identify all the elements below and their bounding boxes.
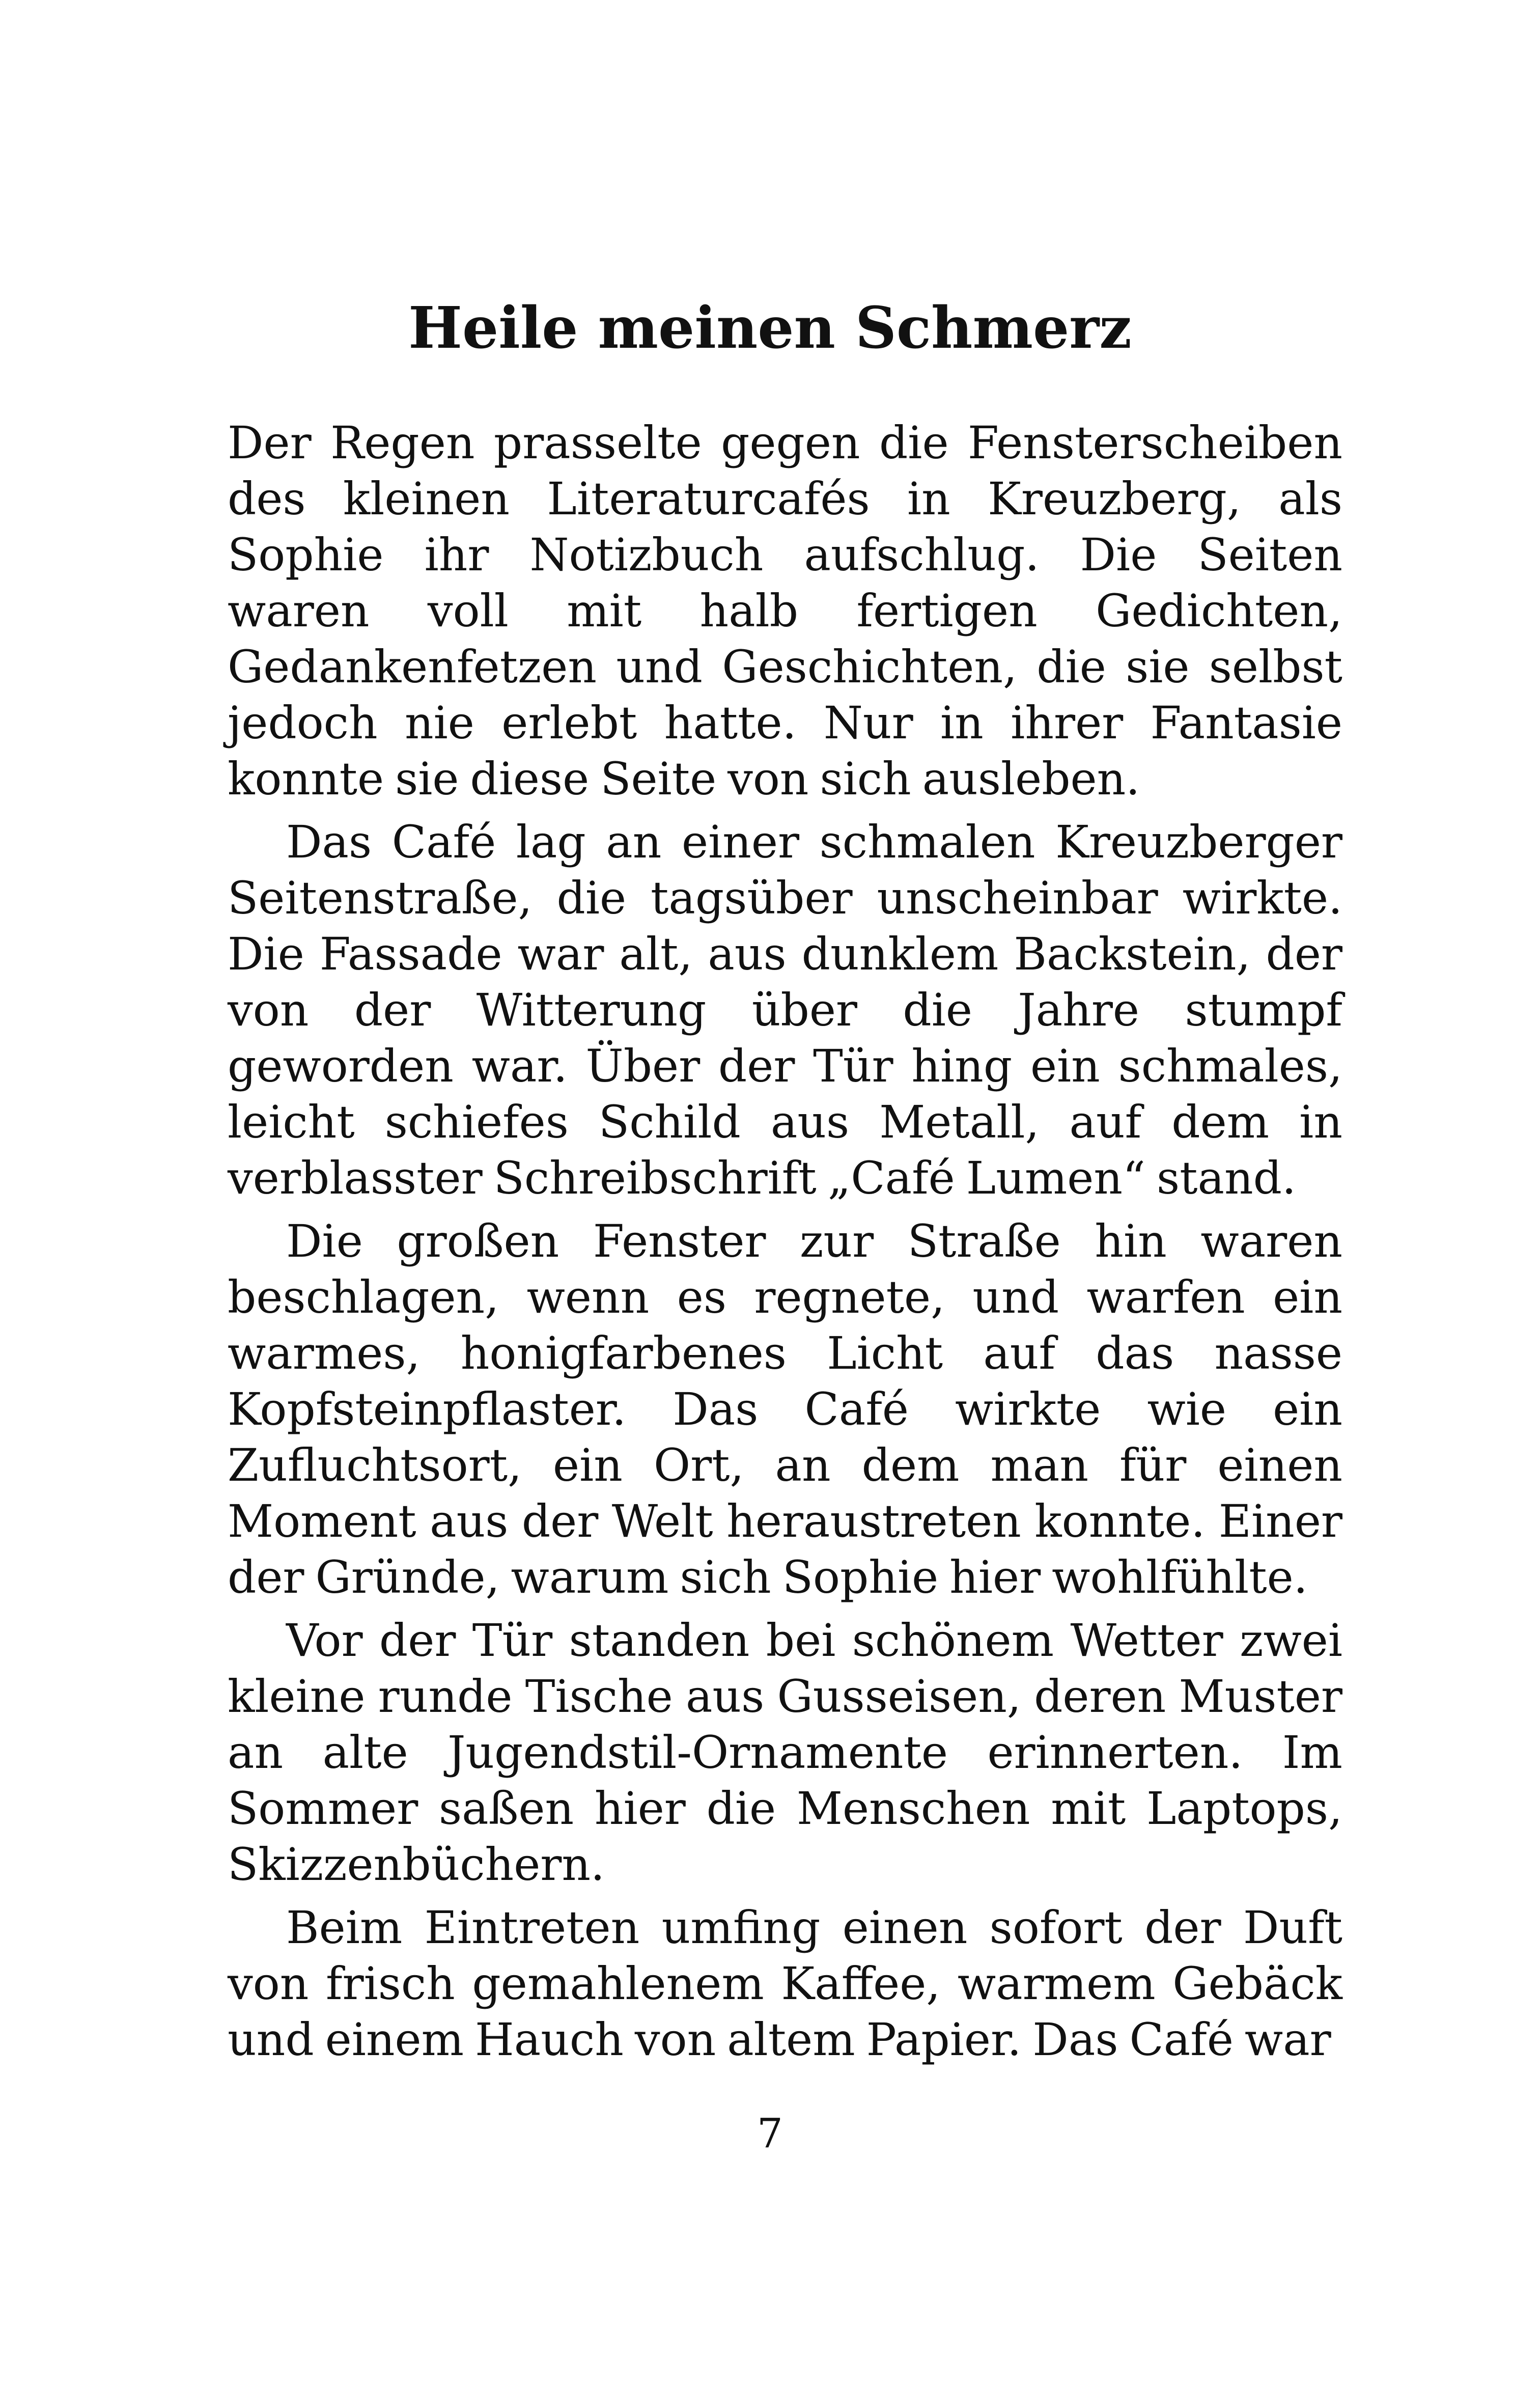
page-number: 7 [757, 2110, 783, 2157]
paragraph: Der Regen prasselte gegen die Fensterscheiben des kleinen Literaturcafés in Kreuzberg, als Sophie ihr Notizbuch aufschlug. Die Seiten waren voll mit halb fertigen Gedichten, Gedankenfetzen und Geschichten, die sie selbst jedoch nie erlebt hatte. Nur in ihrer Fantasie konnte sie diese Seite von sich ausleben. [228, 417, 1342, 805]
paragraph: Die großen Fenster zur Straße hin waren beschlagen, wenn es regnete, und warfen ein warmes, honigfarbenes Licht auf das nasse Kopfsteinpflaster. Das Café wirkte wie ein Zufluchtsort, ein Ort, an dem man für einen Moment aus der Welt heraustreten konnte. Einer der Gründe, warum sich Sophie hier wohlfühlte. [228, 1215, 1342, 1603]
chapter-title: Heile meinen Schmerz [408, 295, 1132, 362]
paragraph: Das Café lag an einer schmalen Kreuzberger Seitenstraße, die tagsüber unscheinbar wirkte. Die Fassade war alt, aus dunklem Backstein, der von der Witterung über die Jahre stumpf geworden war. Über der Tür hing ein schmales, leicht schiefes Schild aus Metall, auf dem in verblasster Schreibschrift „Café Lumen“ stand. [228, 816, 1342, 1204]
paragraph: Beim Eintreten umfing einen sofort der Duft von frisch gemahlenem Kaffee, warmem Gebäck und einem Hauch von altem Papier. Das Café war [228, 1901, 1342, 2066]
body-text [228, 415, 1342, 2068]
paragraph: Vor der Tür standen bei schönem Wetter zwei kleine runde Tische aus Gusseisen, deren Muster an alte Jugendstil-Ornamente erinnerten. Im Sommer saßen hier die Menschen mit Laptops, Skizzenbüchern. [228, 1614, 1342, 1891]
